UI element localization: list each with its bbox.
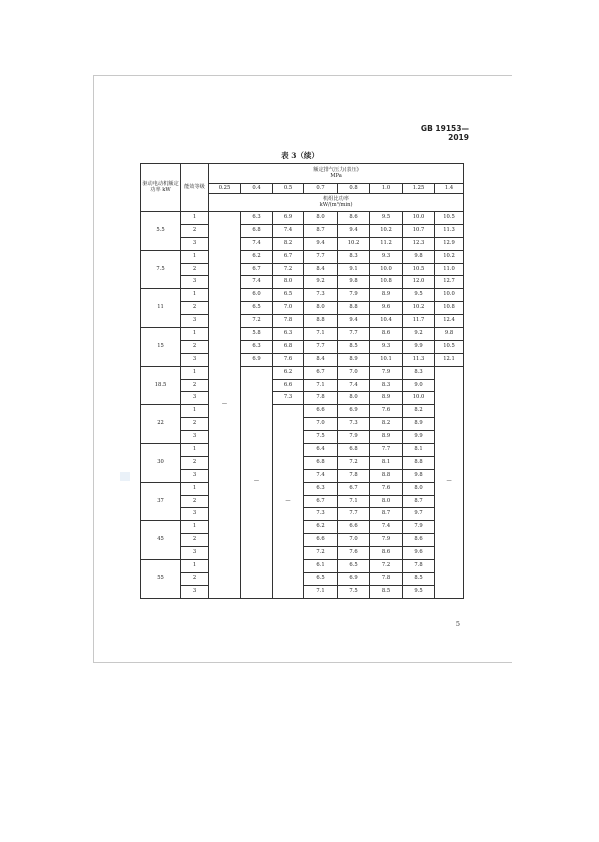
grade-cell: 3 <box>181 431 209 444</box>
table-row <box>141 315 464 328</box>
specific-power-cell: 7.1 <box>304 328 338 341</box>
specific-power-cell: 10.2 <box>435 250 464 263</box>
specific-power-cell: 7.3 <box>304 508 338 521</box>
specific-power-cell: 6.4 <box>304 444 338 457</box>
specific-power-cell: 12.1 <box>435 353 464 366</box>
specific-power-cell: 8.2 <box>403 405 435 418</box>
specific-power-cell: 10.2 <box>338 237 370 250</box>
specific-power-cell: 7.2 <box>273 263 304 276</box>
grade-cell: 3 <box>181 585 209 598</box>
table-row <box>141 212 464 225</box>
table-row <box>141 224 464 237</box>
specific-power-cell: 6.9 <box>241 353 273 366</box>
specific-power-cell: 7.0 <box>304 418 338 431</box>
specific-power-cell: 8.3 <box>403 366 435 379</box>
specific-power-cell: 10.1 <box>370 353 403 366</box>
specific-power-cell: 10.0 <box>403 212 435 225</box>
grade-cell: 2 <box>181 534 209 547</box>
specific-power-cell: 8.9 <box>370 431 403 444</box>
specific-power-cell: 6.8 <box>273 340 304 353</box>
grade-cell: 1 <box>181 366 209 379</box>
specific-power-cell: 7.6 <box>370 405 403 418</box>
specific-power-cell: 6.2 <box>241 250 273 263</box>
side-marker <box>120 472 130 481</box>
table-row <box>141 276 464 289</box>
grade-cell: 1 <box>181 482 209 495</box>
specific-power-cell: 10.8 <box>370 276 403 289</box>
specific-power-cell: 7.8 <box>304 392 338 405</box>
grade-column-header: 能效等级 <box>181 164 209 212</box>
specific-power-cell: 8.7 <box>304 224 338 237</box>
specific-power-cell: 8.0 <box>273 276 304 289</box>
specific-power-cell: 7.8 <box>403 560 435 573</box>
table-row <box>141 302 464 315</box>
specific-power-cell: 8.6 <box>403 534 435 547</box>
specific-power-cell: 8.9 <box>370 392 403 405</box>
specific-power-cell: 9.8 <box>338 276 370 289</box>
grade-cell: 3 <box>181 237 209 250</box>
specific-power-cell: 10.2 <box>403 302 435 315</box>
pressure-value: 0.7 <box>304 184 338 194</box>
specific-power-cell: 7.2 <box>370 560 403 573</box>
specific-power-cell: 11.7 <box>403 315 435 328</box>
grade-cell: 3 <box>181 392 209 405</box>
standard-code: GB 19153—2019 <box>420 124 469 142</box>
grade-cell: 3 <box>181 353 209 366</box>
specific-power-cell: 7.6 <box>273 353 304 366</box>
specific-power-cell: 10.0 <box>435 289 464 302</box>
specific-power-cell: 12.7 <box>435 276 464 289</box>
specific-power-cell: 8.2 <box>273 237 304 250</box>
specific-power-cell: 9.3 <box>370 250 403 263</box>
table-row <box>141 340 464 353</box>
specific-power-cell: 8.0 <box>403 482 435 495</box>
power-column-header: 驱动电动机额定功率 kW <box>141 164 181 212</box>
table-row <box>141 405 464 418</box>
specific-power-cell: 7.3 <box>273 392 304 405</box>
table-row <box>141 353 464 366</box>
motor-power-cell: 45 <box>141 521 181 560</box>
specific-power-cell: 6.9 <box>338 405 370 418</box>
specific-power-cell: 12.3 <box>403 237 435 250</box>
specific-power-cell: 9.5 <box>403 585 435 598</box>
table-row <box>141 289 464 302</box>
grade-cell: 2 <box>181 302 209 315</box>
specific-power-cell: 10.8 <box>435 302 464 315</box>
specific-power-cell: 6.7 <box>304 495 338 508</box>
pressure-value: 1.4 <box>435 184 464 194</box>
specific-power-cell: 9.9 <box>403 340 435 353</box>
specific-power-cell: 6.5 <box>273 289 304 302</box>
table-row <box>141 250 464 263</box>
specific-power-cell: 7.7 <box>370 444 403 457</box>
specific-power-cell: 8.6 <box>370 547 403 560</box>
grade-cell: 2 <box>181 379 209 392</box>
specific-power-cell: 9.8 <box>403 469 435 482</box>
specific-power-cell: 10.0 <box>370 263 403 276</box>
specific-power-cell: 9.5 <box>403 289 435 302</box>
grade-cell: 3 <box>181 276 209 289</box>
specific-power-cell: 9.6 <box>370 302 403 315</box>
pressure-value: 1.0 <box>370 184 403 194</box>
specific-power-cell: 8.3 <box>370 379 403 392</box>
specific-power-cell: 6.1 <box>304 560 338 573</box>
specific-power-cell: 8.8 <box>304 315 338 328</box>
specific-power-cell: 6.6 <box>273 379 304 392</box>
not-applicable-cell: — <box>273 405 304 598</box>
specific-power-cell: 9.2 <box>403 328 435 341</box>
specific-power-cell: 7.9 <box>370 366 403 379</box>
specific-power-cell: 9.6 <box>403 547 435 560</box>
specific-power-cell: 8.9 <box>338 353 370 366</box>
specific-power-cell: 7.4 <box>241 276 273 289</box>
specific-power-cell: 9.5 <box>370 212 403 225</box>
specific-power-cell: 7.0 <box>338 366 370 379</box>
grade-cell: 1 <box>181 560 209 573</box>
specific-power-cell: 8.5 <box>338 340 370 353</box>
pressure-value: 0.4 <box>241 184 273 194</box>
specific-power-cell: 7.7 <box>304 250 338 263</box>
specific-power-cell: 7.4 <box>241 237 273 250</box>
specific-power-cell: 9.2 <box>304 276 338 289</box>
specific-power-cell: 6.3 <box>273 328 304 341</box>
grade-cell: 1 <box>181 521 209 534</box>
table-caption: 表 3（续） <box>281 151 319 160</box>
specific-power-cell: 7.2 <box>304 547 338 560</box>
specific-power-cell: 11.3 <box>435 224 464 237</box>
grade-cell: 2 <box>181 340 209 353</box>
grade-cell: 2 <box>181 263 209 276</box>
specific-power-cell: 6.7 <box>273 250 304 263</box>
pressure-value: 0.25 <box>209 184 241 194</box>
specific-power-cell: 6.6 <box>304 534 338 547</box>
specific-power-cell: 8.0 <box>304 212 338 225</box>
specific-power-cell: 9.4 <box>338 224 370 237</box>
specific-power-cell: 8.1 <box>403 444 435 457</box>
specific-power-cell: 8.6 <box>370 328 403 341</box>
specific-power-cell: 7.8 <box>338 469 370 482</box>
specific-power-cell: 9.7 <box>403 508 435 521</box>
specific-power-cell: 6.6 <box>304 405 338 418</box>
specific-power-cell: 8.8 <box>338 302 370 315</box>
specific-power-cell: 6.5 <box>241 302 273 315</box>
specific-power-cell: 7.4 <box>273 224 304 237</box>
specific-power-cell: 7.9 <box>403 521 435 534</box>
specific-power-cell: 6.0 <box>241 289 273 302</box>
specific-power-cell: 7.6 <box>370 482 403 495</box>
motor-power-cell: 7.5 <box>141 250 181 289</box>
grade-cell: 2 <box>181 495 209 508</box>
specific-power-cell: 6.8 <box>304 456 338 469</box>
specific-power-cell: 6.8 <box>241 224 273 237</box>
pressure-value: 0.8 <box>338 184 370 194</box>
specific-power-cell: 12.4 <box>435 315 464 328</box>
page-number: 5 <box>455 620 460 628</box>
motor-power-cell: 18.5 <box>141 366 181 405</box>
table-row <box>141 379 464 392</box>
specific-power-cell: 8.0 <box>304 302 338 315</box>
specific-power-cell: 8.4 <box>304 353 338 366</box>
specific-power-cell: 7.7 <box>338 508 370 521</box>
specific-power-cell: 6.2 <box>304 521 338 534</box>
table-row <box>141 366 464 379</box>
grade-cell: 1 <box>181 289 209 302</box>
specific-power-cell: 7.3 <box>338 418 370 431</box>
specific-power-cell: 10.7 <box>403 224 435 237</box>
pressure-value: 0.5 <box>273 184 304 194</box>
specific-power-cell: 9.8 <box>435 328 464 341</box>
specific-power-cell: 8.8 <box>403 456 435 469</box>
motor-power-cell: 37 <box>141 482 181 521</box>
specific-power-cell: 7.4 <box>338 379 370 392</box>
specific-power-cell: 6.9 <box>338 572 370 585</box>
specific-power-cell: 6.3 <box>304 482 338 495</box>
motor-power-cell: 11 <box>141 289 181 328</box>
specific-power-cell: 10.2 <box>370 224 403 237</box>
pressure-header-unit: MPa <box>330 172 342 179</box>
specific-power-cell: 7.2 <box>241 315 273 328</box>
grade-cell: 1 <box>181 328 209 341</box>
specific-power-cell: 8.5 <box>370 585 403 598</box>
not-applicable-cell: — <box>435 366 464 598</box>
rate-header-unit: kW/(m³/min) <box>319 201 353 208</box>
specific-power-cell: 8.5 <box>403 572 435 585</box>
specific-power-cell: 9.4 <box>304 237 338 250</box>
specific-power-cell: 8.8 <box>370 469 403 482</box>
specific-power-cell: 6.2 <box>273 366 304 379</box>
specific-power-cell: 6.5 <box>304 572 338 585</box>
specific-power-cell: 9.8 <box>403 250 435 263</box>
specific-power-cell: 8.0 <box>338 392 370 405</box>
specific-power-cell: 6.7 <box>304 366 338 379</box>
rate-header-title: 机组比功率 <box>323 195 349 202</box>
grade-cell: 2 <box>181 456 209 469</box>
grade-cell: 3 <box>181 315 209 328</box>
specific-power-cell: 7.5 <box>338 585 370 598</box>
specific-power-cell: 7.9 <box>338 289 370 302</box>
specific-power-cell: 8.6 <box>338 212 370 225</box>
specific-power-cell: 10.5 <box>403 263 435 276</box>
efficiency-table <box>140 163 464 599</box>
specific-power-cell: 8.1 <box>370 456 403 469</box>
grade-cell: 1 <box>181 250 209 263</box>
specific-power-cell: 8.9 <box>370 289 403 302</box>
pressure-header-title: 额定排气压力(表压) <box>313 166 359 173</box>
grade-cell: 1 <box>181 212 209 225</box>
grade-cell: 1 <box>181 405 209 418</box>
specific-power-cell: 12.0 <box>403 276 435 289</box>
specific-power-cell: 7.1 <box>338 495 370 508</box>
pressure-header <box>209 164 464 184</box>
specific-power-cell: 11.0 <box>435 263 464 276</box>
specific-power-cell: 7.1 <box>304 585 338 598</box>
table-row <box>141 392 464 405</box>
table-row <box>141 328 464 341</box>
specific-power-cell: 6.9 <box>273 212 304 225</box>
specific-power-cell: 6.3 <box>241 212 273 225</box>
specific-power-cell: 10.4 <box>370 315 403 328</box>
grade-cell: 2 <box>181 224 209 237</box>
motor-power-cell: 5.5 <box>141 212 181 251</box>
grade-cell: 2 <box>181 572 209 585</box>
specific-power-cell: 7.7 <box>304 340 338 353</box>
specific-power-cell: 9.3 <box>370 340 403 353</box>
rate-header <box>209 194 464 212</box>
specific-power-cell: 7.1 <box>304 379 338 392</box>
specific-power-cell: 7.9 <box>370 534 403 547</box>
not-applicable-cell: — <box>241 366 273 598</box>
specific-power-cell: 11.3 <box>403 353 435 366</box>
specific-power-cell: 7.9 <box>338 431 370 444</box>
specific-power-cell: 7.4 <box>370 521 403 534</box>
specific-power-cell: 5.8 <box>241 328 273 341</box>
specific-power-cell: 10.5 <box>435 212 464 225</box>
specific-power-cell: 8.0 <box>370 495 403 508</box>
specific-power-cell: 6.7 <box>338 482 370 495</box>
grade-cell: 1 <box>181 444 209 457</box>
specific-power-cell: 9.1 <box>338 263 370 276</box>
table-row <box>141 263 464 276</box>
motor-power-cell: 15 <box>141 328 181 367</box>
specific-power-cell: 7.5 <box>304 431 338 444</box>
grade-cell: 3 <box>181 547 209 560</box>
motor-power-cell: 22 <box>141 405 181 444</box>
specific-power-cell: 6.7 <box>241 263 273 276</box>
specific-power-cell: 7.8 <box>370 572 403 585</box>
specific-power-cell: 8.2 <box>370 418 403 431</box>
specific-power-cell: 9.9 <box>403 431 435 444</box>
motor-power-cell: 30 <box>141 444 181 483</box>
specific-power-cell: 10.5 <box>435 340 464 353</box>
pressure-value: 1.25 <box>403 184 435 194</box>
not-applicable-cell: — <box>209 212 241 599</box>
specific-power-cell: 6.6 <box>338 521 370 534</box>
specific-power-cell: 7.0 <box>338 534 370 547</box>
specific-power-cell: 9.0 <box>403 379 435 392</box>
specific-power-cell: 7.7 <box>338 328 370 341</box>
specific-power-cell: 7.2 <box>338 456 370 469</box>
specific-power-cell: 9.4 <box>338 315 370 328</box>
specific-power-cell: 6.5 <box>338 560 370 573</box>
specific-power-cell: 7.0 <box>273 302 304 315</box>
specific-power-cell: 6.8 <box>338 444 370 457</box>
specific-power-cell: 8.4 <box>304 263 338 276</box>
specific-power-cell: 11.2 <box>370 237 403 250</box>
specific-power-cell: 8.7 <box>403 495 435 508</box>
specific-power-cell: 7.6 <box>338 547 370 560</box>
table-row <box>141 237 464 250</box>
specific-power-cell: 6.3 <box>241 340 273 353</box>
specific-power-cell: 7.4 <box>304 469 338 482</box>
grade-cell: 3 <box>181 469 209 482</box>
grade-cell: 2 <box>181 418 209 431</box>
specific-power-cell: 7.3 <box>304 289 338 302</box>
specific-power-cell: 8.7 <box>370 508 403 521</box>
specific-power-cell: 8.9 <box>403 418 435 431</box>
specific-power-cell: 12.9 <box>435 237 464 250</box>
motor-power-cell: 55 <box>141 560 181 599</box>
grade-cell: 3 <box>181 508 209 521</box>
specific-power-cell: 7.8 <box>273 315 304 328</box>
specific-power-cell: 10.0 <box>403 392 435 405</box>
specific-power-cell: 8.3 <box>338 250 370 263</box>
